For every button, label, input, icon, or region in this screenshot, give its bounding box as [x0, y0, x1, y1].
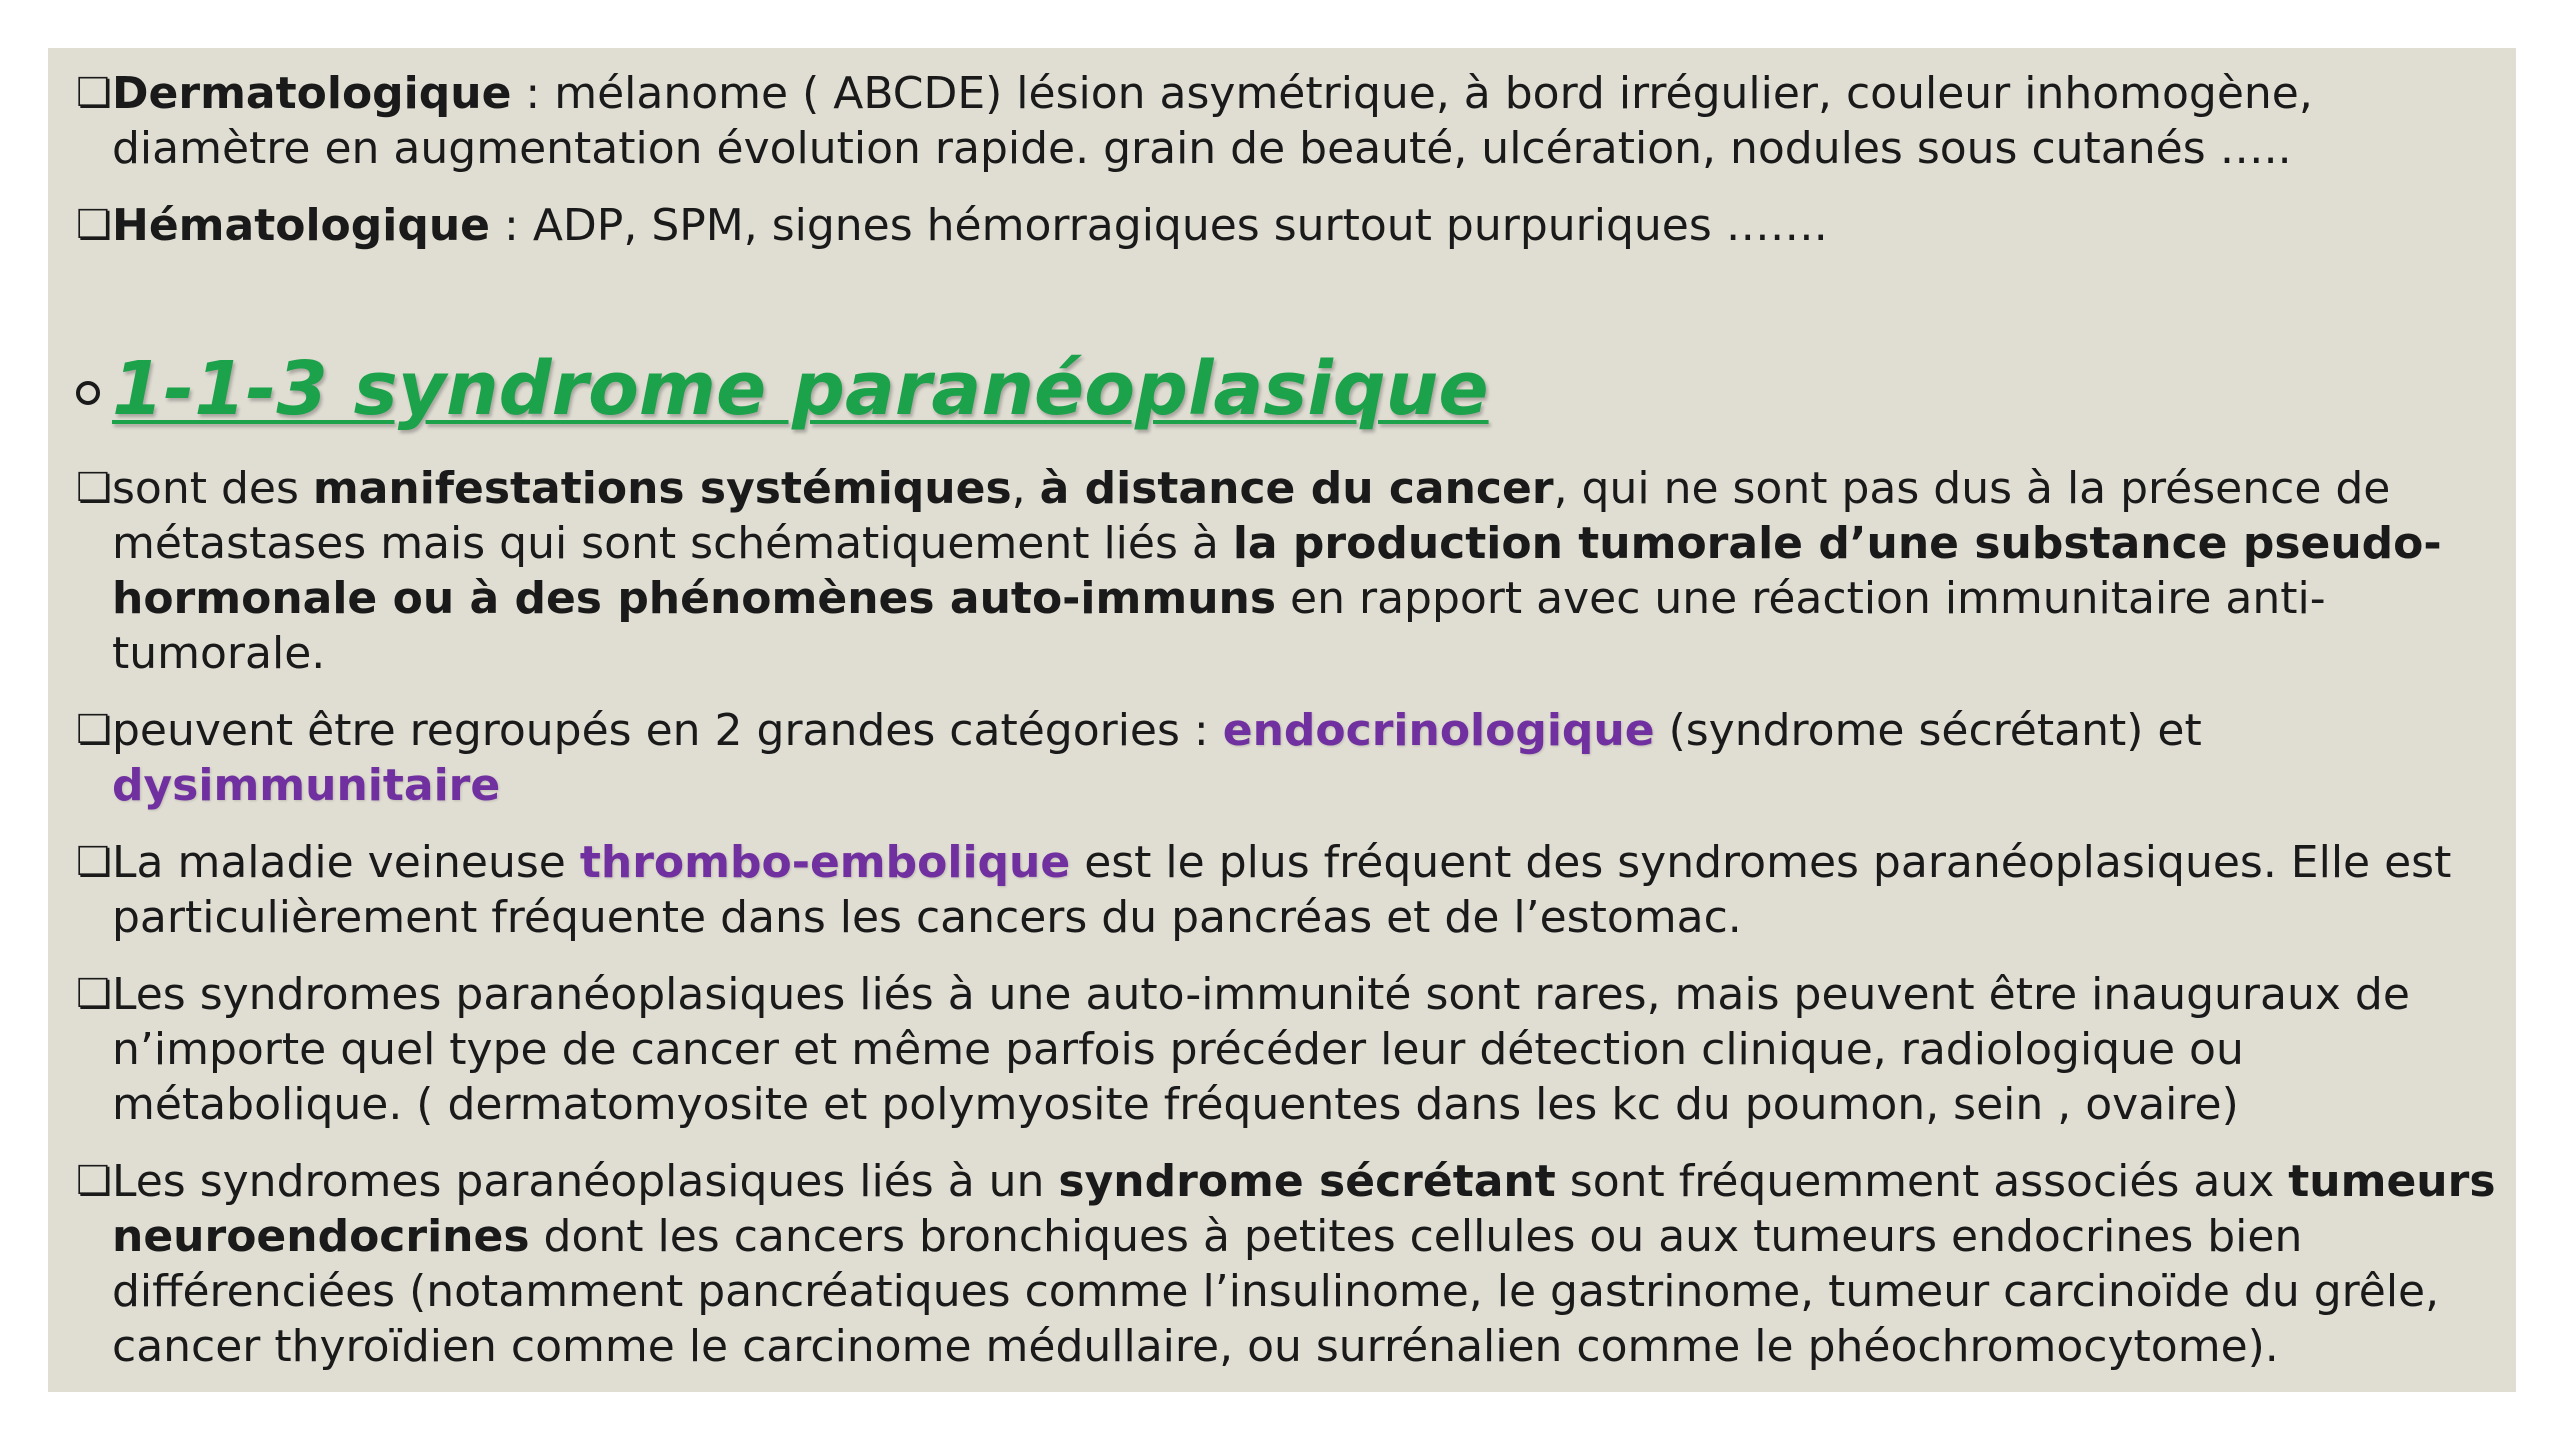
text-fragment: en rapport avec une réaction immunitaire anti-tumorale. — [112, 573, 2326, 679]
square-bullet-icon: ❏ — [76, 839, 112, 885]
square-bullet-icon: ❏ — [76, 465, 112, 511]
paragraph-thrombo-embolique — [76, 835, 2496, 945]
text-fragment: , — [1011, 463, 1040, 514]
bold-fragment: syndrome sécrétant — [1058, 1156, 1556, 1207]
slide-content — [76, 66, 2496, 1396]
section-heading — [76, 343, 2496, 443]
section-title: 1-1-3 syndrome paranéoplasique — [112, 346, 1489, 432]
text-fragment: peuvent être regroupés en 2 grandes catégories : — [112, 705, 1223, 756]
bold-fragment: manifestations systémiques — [312, 463, 1012, 514]
bullet-dermatologique — [76, 66, 2496, 176]
ring-bullet-icon — [76, 381, 100, 405]
square-bullet-icon: ❏ — [76, 971, 112, 1017]
label-dermatologique: Dermatologique — [112, 68, 512, 119]
slide — [48, 48, 2516, 1392]
square-bullet-icon: ❏ — [76, 1158, 112, 1204]
text-dermatologique: : mélanome ( ABCDE) lésion asymétrique, à bord irrégulier, couleur inhomogène, diamètre en augmentation évolution rapide. grain de beauté, ulcération, nodules sous cutanés ….. — [112, 68, 2313, 174]
bold-fragment: à distance du cancer — [1039, 463, 1554, 514]
paragraph-definition — [76, 461, 2496, 681]
text-fragment: La maladie veineuse — [112, 837, 580, 888]
text-fragment: sont des — [112, 463, 313, 514]
square-bullet-icon: ❏ — [76, 70, 112, 116]
text-fragment: sont fréquemment associés aux — [1555, 1156, 2289, 1207]
square-bullet-icon: ❏ — [76, 202, 112, 248]
bold-fragment: la production tumorale d’une substance pseudo-hormonale ou à des phénomènes auto-immuns — [112, 518, 2442, 624]
highlight-endocrinologique: endocrinologique — [1222, 705, 1655, 756]
text-fragment: dont les cancers bronchiques à petites cellules ou aux tumeurs endocrines bien différenciées (notamment pancréatiques comme l’insulinome, le gastrinome, tumeur carcinoïde du grêle, cancer thyroïdien comme le carcinome médullaire, ou surrénalien comme le phéochromocytome). — [112, 1211, 2440, 1372]
bold-fragment: tumeurs neuroendocrines — [112, 1156, 2496, 1262]
label-hematologique: Hématologique — [112, 200, 491, 251]
text-fragment: (syndrome sécrétant) et — [1654, 705, 2202, 756]
text-fragment: est le plus fréquent des syndromes paranéoplasiques. Elle est particulièrement fréquente dans les cancers du pancréas et de l’estomac. — [112, 837, 2452, 943]
paragraph-syndrome-secretant — [76, 1154, 2496, 1374]
highlight-thrombo-embolique: thrombo-embolique — [579, 837, 1071, 888]
paragraph-categories — [76, 703, 2496, 813]
text-fragment: , qui ne sont pas dus à la présence de métastases mais qui sont schématiquement liés à — [112, 463, 2391, 569]
text-hematologique: : ADP, SPM, signes hémorragiques surtout purpuriques ……. — [490, 200, 1828, 251]
bullet-hematologique — [76, 198, 2496, 253]
highlight-dysimmunitaire: dysimmunitaire — [112, 760, 501, 811]
text-fragment: Les syndromes paranéoplasiques liés à une auto-immunité sont rares, mais peuvent être inauguraux de n’importe quel type de cancer et même parfois précéder leur détection clinique, radiologique ou métabolique. ( dermatomyosite et polymyosite fréquentes dans les kc du poumon, sein , ovaire) — [112, 969, 2410, 1130]
square-bullet-icon: ❏ — [76, 707, 112, 753]
text-fragment: Les syndromes paranéoplasiques liés à un — [112, 1156, 1059, 1207]
paragraph-auto-immunite — [76, 967, 2496, 1132]
